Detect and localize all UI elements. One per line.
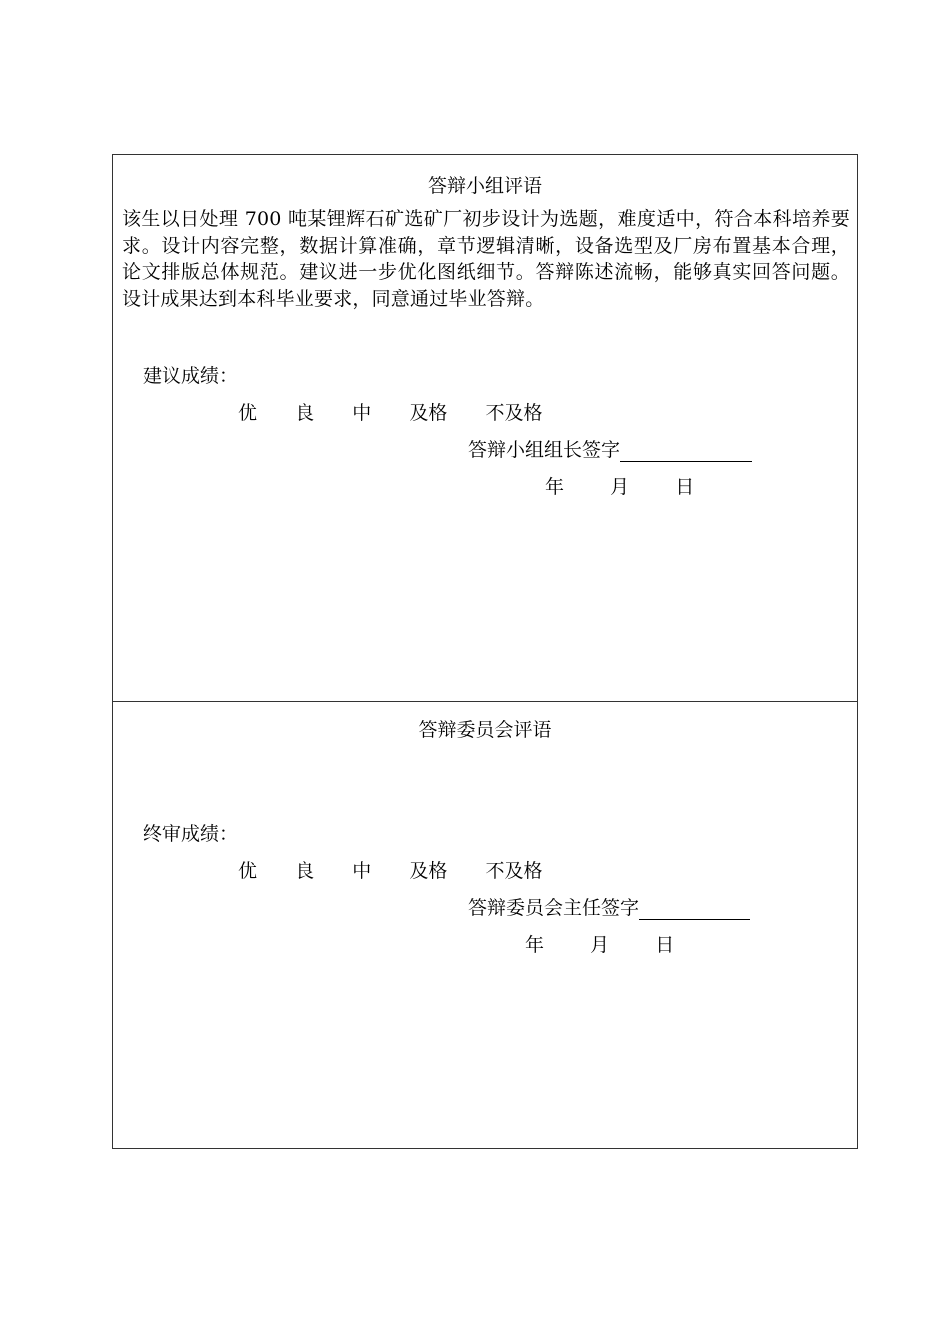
grade-option-medium[interactable]: 中 bbox=[352, 402, 372, 424]
date-month: 月 bbox=[610, 476, 630, 498]
grade-option-excellent[interactable]: 优 bbox=[238, 402, 258, 424]
group-review-comment: 该生以日处理 700 吨某锂辉石矿选矿厂初步设计为选题，难度适中，符合本科培养要求。设计内容完整，数据计算准确，章节逻辑清晰，设备选型及厂房布置基本合理，论文排版总体规范。建议进一步优化图纸细节。答辩陈述流畅，能够真实回答问题。设计成果达到本科毕业要求，同意通过毕业答辩。 bbox=[122, 208, 850, 310]
grade-option-pass[interactable]: 及格 bbox=[409, 860, 448, 882]
committee-review-title: 答辩委员会评语 bbox=[418, 719, 552, 741]
date-month: 月 bbox=[590, 934, 610, 956]
grade-option-pass[interactable]: 及格 bbox=[409, 402, 448, 424]
committee-grade-options bbox=[238, 856, 542, 883]
grade-option-medium[interactable]: 中 bbox=[352, 860, 372, 882]
group-grade-options bbox=[238, 398, 542, 425]
committee-review-section bbox=[113, 701, 857, 1150]
group-signature-line[interactable] bbox=[620, 441, 752, 462]
grade-option-fail[interactable]: 不及格 bbox=[485, 860, 543, 882]
grade-option-good[interactable]: 良 bbox=[295, 402, 315, 424]
group-date bbox=[545, 472, 694, 499]
group-review-section bbox=[113, 155, 857, 702]
date-day: 日 bbox=[655, 934, 675, 956]
date-year: 年 bbox=[545, 476, 565, 498]
grade-option-fail[interactable]: 不及格 bbox=[485, 402, 543, 424]
group-signature bbox=[468, 435, 752, 462]
committee-grade-label: 终审成绩： bbox=[143, 823, 239, 845]
date-year: 年 bbox=[525, 934, 545, 956]
committee-signature-line[interactable] bbox=[639, 899, 750, 920]
date-day: 日 bbox=[675, 476, 695, 498]
group-grade-label: 建议成绩： bbox=[143, 365, 239, 387]
committee-signature-label: 答辩委员会主任签字 bbox=[468, 897, 640, 919]
committee-date bbox=[525, 930, 674, 957]
committee-signature bbox=[468, 893, 750, 920]
group-signature-label: 答辩小组组长签字 bbox=[468, 439, 621, 461]
review-form-table bbox=[112, 154, 858, 1149]
group-review-title: 答辩小组评语 bbox=[427, 175, 542, 197]
grade-option-excellent[interactable]: 优 bbox=[238, 860, 258, 882]
grade-option-good[interactable]: 良 bbox=[295, 860, 315, 882]
